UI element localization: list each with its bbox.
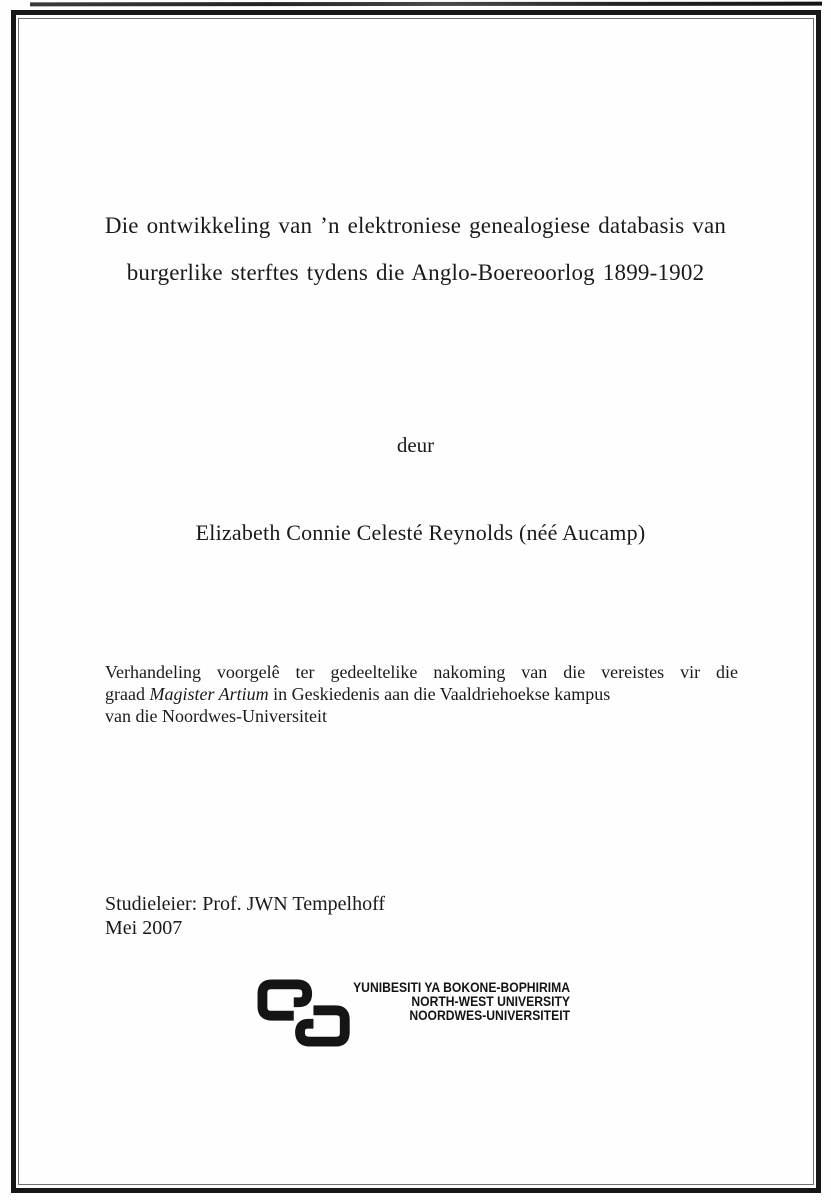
date-line: Mei 2007 — [105, 917, 183, 939]
author-name: Elizabeth Connie Celesté Reynolds (néé Aucamp) — [195, 520, 646, 545]
thesis-title-line1: Die ontwikkeling van ’n elektroniese genealogiese databasis van — [104, 213, 727, 238]
logo-line-english: NORTH-WEST UNIVERSITY — [411, 994, 570, 1009]
byline-label: deur — [396, 433, 435, 457]
thesis-title-line2: burgerlike sterftes tydens die Anglo-Boereoorlog 1899-1902 — [126, 260, 705, 285]
thesis-title — [0, 202, 831, 296]
degree-statement-line3: van die Noordwes-Universiteit — [105, 706, 327, 726]
logo-line-afrikaans: NOORDWES-UNIVERSITEIT — [409, 1008, 570, 1023]
degree-name-italic: Magister Artium — [149, 684, 269, 704]
nwu-logo-wordmark — [318, 981, 570, 1023]
degree-statement-line1: Verhandeling voorgelê ter gedeeltelike nakoming van die vereistes vir die — [105, 662, 738, 682]
degree-statement-line2 — [105, 683, 738, 705]
degree-statement — [105, 661, 738, 727]
supervisor-line: Studieleier: Prof. JWN Tempelhoff — [105, 893, 386, 915]
scan-artifact-top-edge — [30, 2, 822, 7]
degree-statement-line2-pre: graad — [105, 684, 150, 704]
logo-line-setswana: YUNIBESITI YA BOKONE-BOPHIRIMA — [353, 980, 570, 995]
degree-statement-line2-post: in Geskiedenis aan die Vaaldriehoekse kampus — [268, 684, 611, 704]
